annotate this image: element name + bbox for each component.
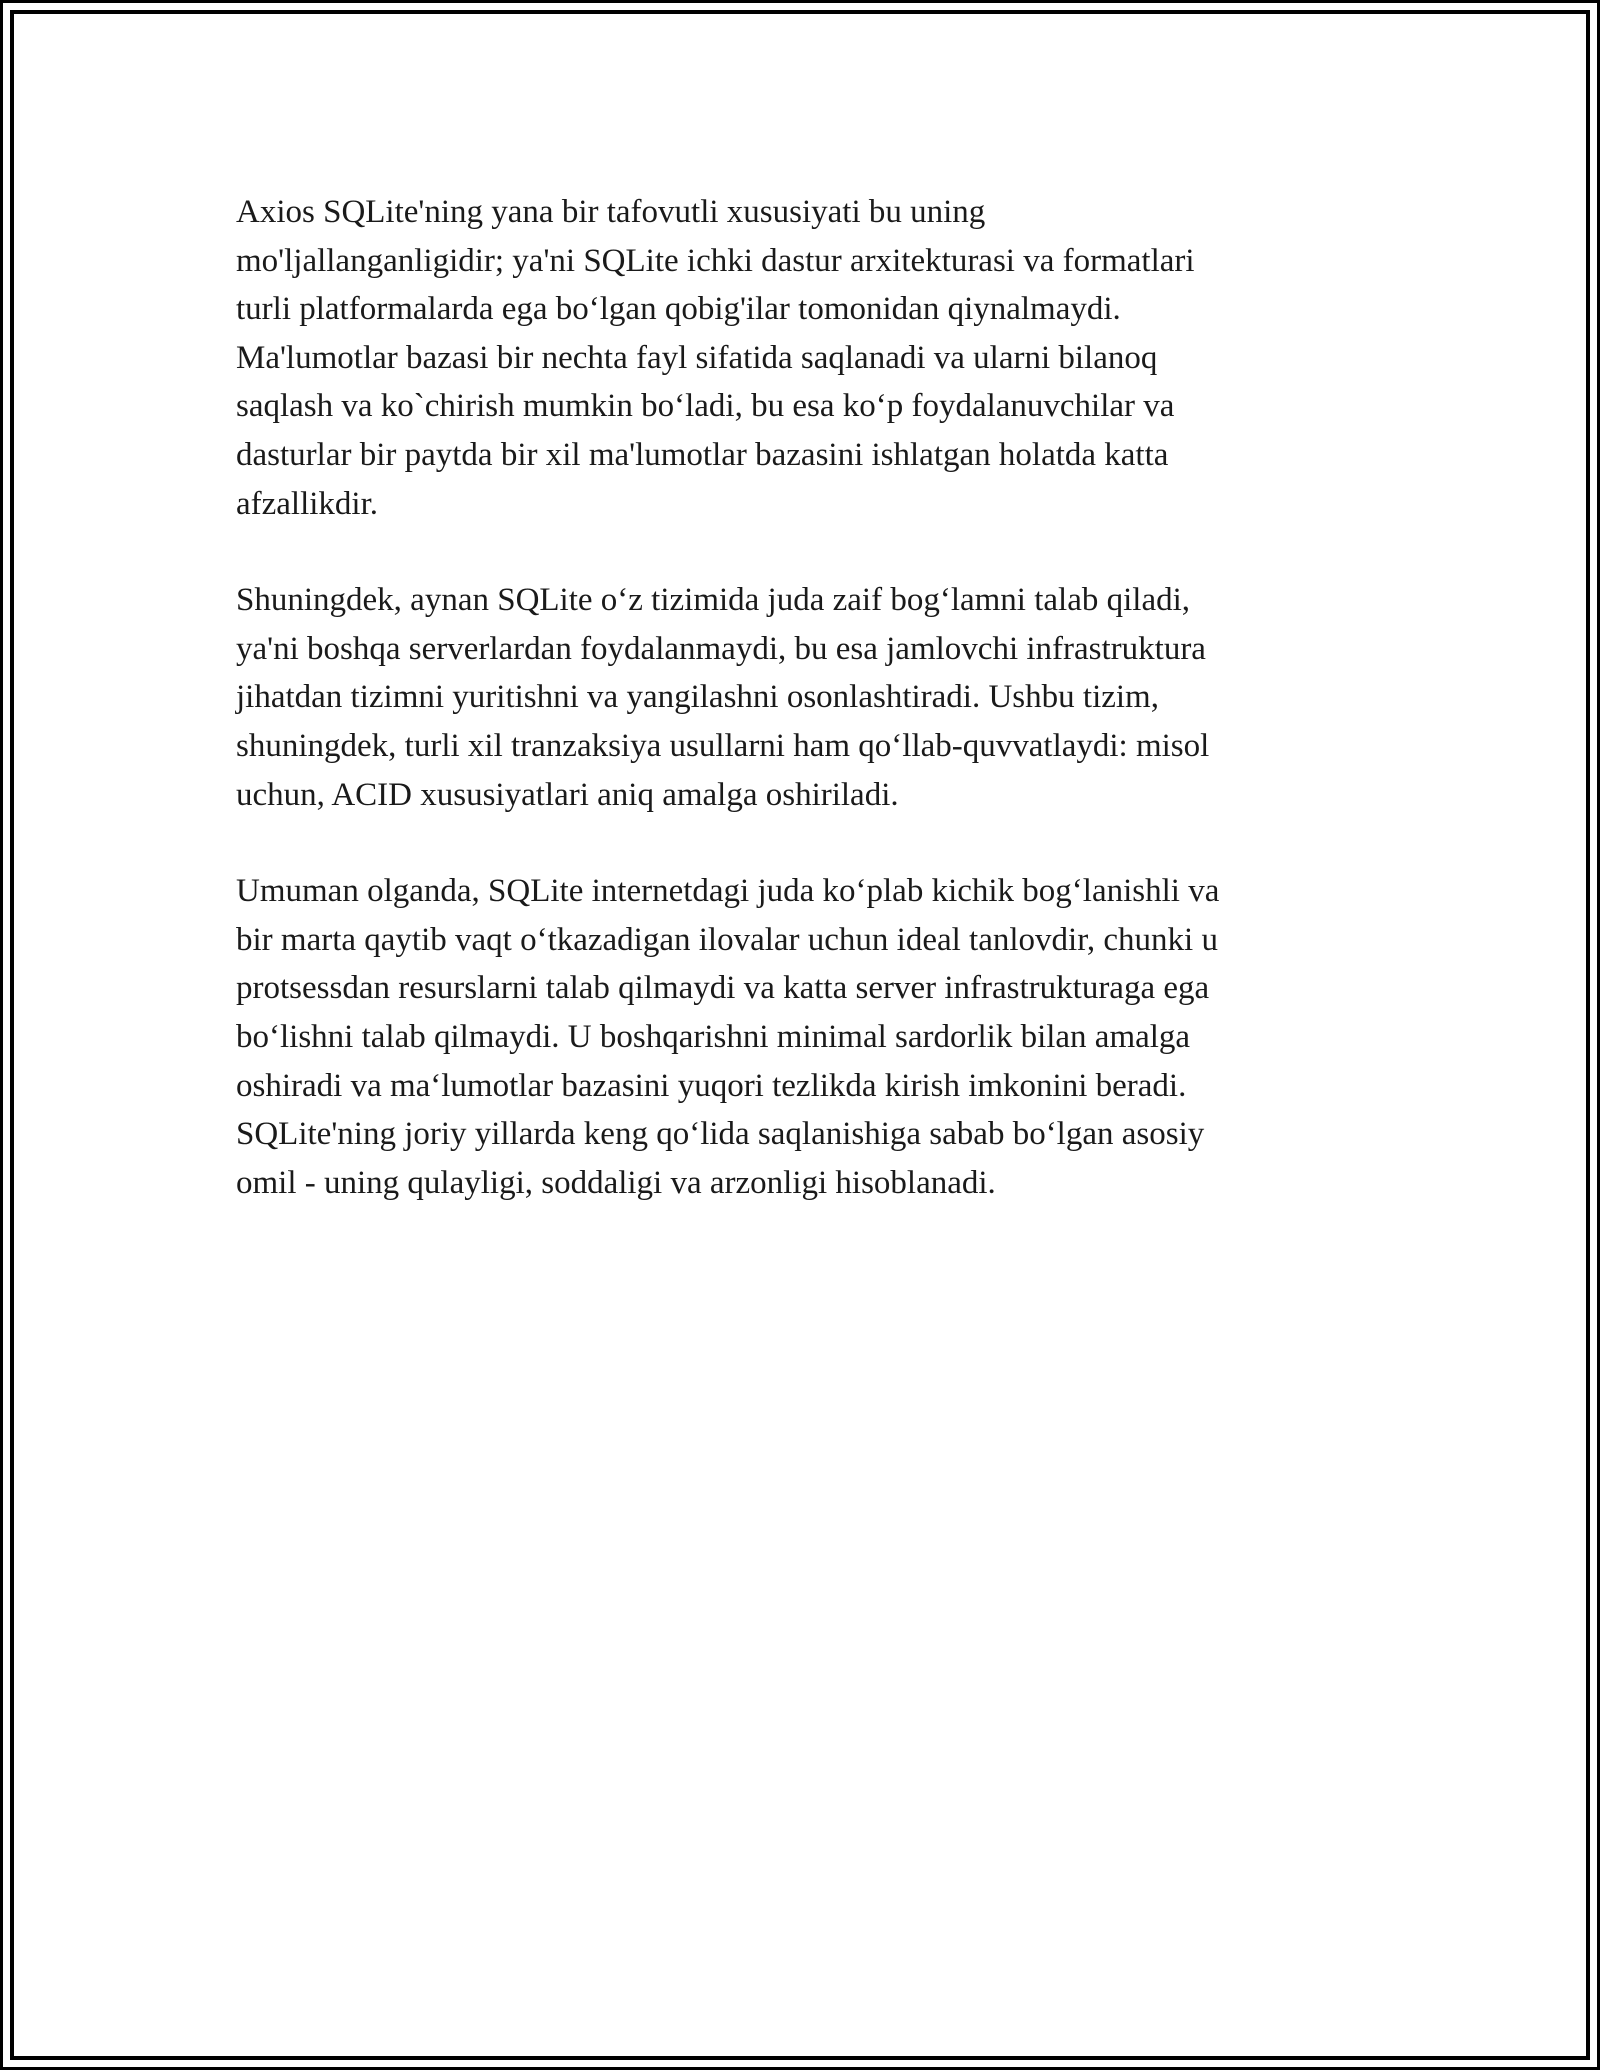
text-line: uchun, ACID xususiyatlari aniq amalga oshiriladi.: [236, 776, 899, 813]
text-line: saqlash va ko`chirish mumkin bo‘ladi, bu esa ko‘p foydalanuvchilar va: [236, 388, 1175, 425]
paragraph-3: [236, 867, 1376, 1207]
text-line: omil - uning qulayligi, soddaligi va arzonligi hisoblanadi.: [236, 1164, 996, 1201]
text-line: oshiradi va ma‘lumotlar bazasini yuqori tezlikda kirish imkonini beradi.: [236, 1067, 1187, 1104]
text-line: Ma'lumotlar bazasi bir nechta fayl sifatida saqlanadi va ularni bilanoq: [236, 339, 1158, 376]
text-line: protsessdan resurslarni talab qilmaydi va katta server infrastrukturaga ega: [236, 970, 1210, 1007]
text-line: mo'ljallanganligidir; ya'ni SQLite ichki dastur arxitekturasi va formatlari: [236, 242, 1195, 279]
text-line: turli platformalarda ega bo‘lgan qobig'ilar tomonidan qiynalmaydi.: [236, 291, 1121, 328]
paragraph-1: [236, 188, 1376, 528]
text-line: jihatdan tizimni yuritishni va yangilashni osonlashtiradi. Ushbu tizim,: [236, 679, 1159, 716]
text-line: shuningdek, turli xil tranzaksiya usullarni ham qo‘llab-quvvatlaydi: misol: [236, 727, 1210, 764]
paragraph-2: [236, 576, 1376, 819]
text-line: Axios SQLite'ning yana bir tafovutli xususiyati bu uning: [236, 194, 986, 230]
text-line: Shuningdek, aynan SQLite o‘z tizimida juda zaif bog‘lamni talab qiladi,: [236, 582, 1191, 619]
text-line: dasturlar bir paytda bir xil ma'lumotlar bazasini ishlatgan holatda katta: [236, 436, 1169, 473]
text-line: bir marta qaytib vaqt o‘tkazadigan ilovalar uchun ideal tanlovdir, chunki u: [236, 921, 1218, 958]
text-line: ya'ni boshqa serverlardan foydalanmaydi, bu esa jamlovchi infrastruktura: [236, 630, 1206, 667]
text-line: Umuman olganda, SQLite internetdagi juda ko‘plab kichik bog‘lanishli va: [236, 873, 1220, 910]
text-line: bo‘lishni talab qilmaydi. U boshqarishni minimal sardorlik bilan amalga: [236, 1018, 1191, 1055]
text-line: SQLite'ning joriy yillarda keng qo‘lida saqlanishiga sabab bo‘lgan asosiy: [236, 1116, 1205, 1153]
document-body: [236, 188, 1376, 1255]
text-line: afzallikdir.: [236, 485, 379, 522]
